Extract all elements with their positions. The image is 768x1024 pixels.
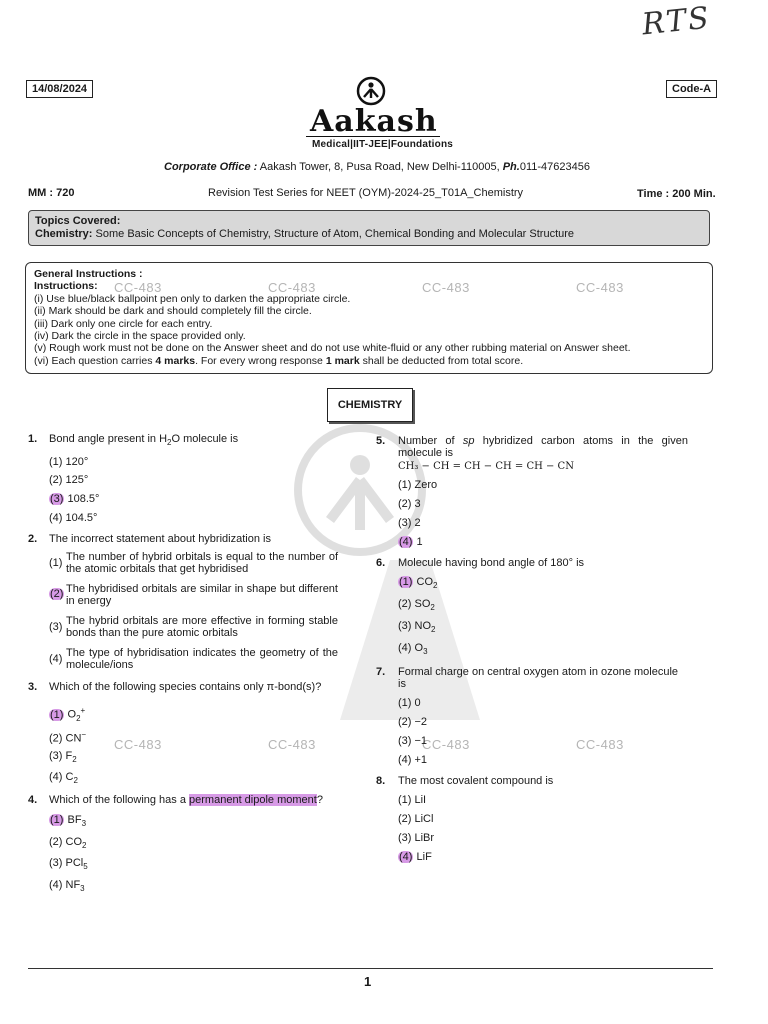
question-text: Molecule having bond angle of 180° is xyxy=(398,557,585,569)
phone-number: 011-47623456 xyxy=(519,161,590,173)
option-text: The number of hybrid orbitals is equal to the number of the atomic orbitals that get hybridised xyxy=(66,551,338,575)
subscript: 2 xyxy=(430,603,435,613)
question-number: 5. xyxy=(376,435,386,447)
option-text: (3) NO xyxy=(398,620,431,632)
question-number: 7. xyxy=(376,666,386,678)
subscript: 2 xyxy=(167,438,172,448)
logo-tagline: Medical|IIT-JEE|Foundations xyxy=(312,139,454,150)
option-number: (1) xyxy=(49,557,63,569)
option-text: (4) NF xyxy=(49,879,81,891)
logo-divider xyxy=(306,136,440,137)
question-text-part: Number of xyxy=(398,435,463,447)
marked-answer: (3) xyxy=(50,493,64,505)
question-text: The incorrect statement about hybridization is xyxy=(49,533,271,545)
instruction-item: (i) Use blue/black ballpoint pen only to darken the appropriate circle. xyxy=(34,292,351,305)
subscript: 5 xyxy=(83,862,88,872)
code-box: Code-A xyxy=(666,80,717,98)
corporate-office xyxy=(164,161,590,173)
option-text: (2) SO xyxy=(398,598,431,610)
handwritten-note: RTS xyxy=(640,0,713,43)
option xyxy=(398,852,432,864)
option xyxy=(49,880,85,895)
option: (4) +1 xyxy=(398,754,428,766)
subscript: 2 xyxy=(76,713,81,723)
phone-label: Ph. xyxy=(502,161,520,173)
question-text-part: Which of the following has a xyxy=(49,794,190,806)
option xyxy=(49,729,86,745)
question-text xyxy=(398,435,688,459)
option-text: (2) CO xyxy=(49,836,82,848)
instruction-text: . For every wrong response xyxy=(195,354,326,367)
option-text: The hybrid orbitals are more effective in forming stable bonds than the pure atomic orbitals xyxy=(66,615,338,639)
time-limit: Time : 200 Min. xyxy=(637,188,716,200)
molecule-formula: CH₃ − CH = CH − CH = CH − CN xyxy=(398,461,574,472)
option-text: The type of hybridisation indicates the geometry of the molecule/ions xyxy=(66,647,338,671)
instruction-text: (vi) Each question carries xyxy=(34,354,156,367)
option xyxy=(398,537,423,549)
question-number: 4. xyxy=(28,794,38,806)
question-text xyxy=(49,794,323,806)
option xyxy=(398,599,435,614)
corporate-address: Aakash Tower, 8, Pusa Road, New Delhi-110005, xyxy=(257,161,503,173)
aakash-logo-icon xyxy=(356,76,386,106)
option: (2) LiCl xyxy=(398,813,434,825)
subscript: 2 xyxy=(82,841,87,851)
max-marks: MM : 720 xyxy=(28,187,75,199)
subscript: 2 xyxy=(73,776,78,786)
option-text: O xyxy=(64,708,77,721)
option xyxy=(49,705,85,724)
option-text: BF xyxy=(64,814,82,826)
option: (4) 104.5° xyxy=(49,512,98,524)
topics-box xyxy=(28,210,710,246)
question-text-part: ? xyxy=(316,794,323,806)
marked-answer: (4) xyxy=(399,536,413,548)
option: (3) −1 xyxy=(398,735,428,747)
watermark-text: CC-483 xyxy=(268,280,316,295)
marked-answer: (1) xyxy=(399,576,413,588)
corporate-label: Corporate Office : xyxy=(164,161,258,173)
instructions-box xyxy=(25,262,713,374)
section-heading: CHEMISTRY xyxy=(327,388,413,422)
option: (3) 2 xyxy=(398,517,421,529)
highlighted-text: permanent dipole moment xyxy=(189,794,317,806)
question-number: 3. xyxy=(28,681,38,693)
option-text: (4) O xyxy=(398,642,424,654)
option xyxy=(49,494,99,506)
question-number: 2. xyxy=(28,533,38,545)
instruction-bold: 4 marks xyxy=(155,354,196,367)
instructions-subheading: Instructions: xyxy=(34,280,98,293)
option: (3) LiBr xyxy=(398,832,435,844)
option-text: (3) F xyxy=(49,750,73,762)
watermark-text: CC-483 xyxy=(422,280,470,295)
question-text xyxy=(49,433,238,449)
topics-text: Some Basic Concepts of Chemistry, Structure of Atom, Chemical Bonding and Molecular Structure xyxy=(92,228,575,240)
option-number: (4) xyxy=(49,653,63,665)
option xyxy=(398,621,435,636)
instruction-bold: 1 mark xyxy=(325,354,360,367)
subscript: 3 xyxy=(81,819,87,829)
date-box: 14/08/2024 xyxy=(26,80,93,98)
instruction-item xyxy=(34,355,704,367)
option: (1) 0 xyxy=(398,697,421,709)
question-text: Which of the following species contains only π-bond(s)? xyxy=(49,681,322,693)
watermark-text: CC-483 xyxy=(422,737,470,752)
option-text: CO xyxy=(413,576,434,588)
option: (1) 120° xyxy=(49,456,89,468)
superscript: + xyxy=(80,706,86,715)
question-text-italic: sp xyxy=(462,435,475,447)
instruction-text: shall be deducted from total score. xyxy=(359,354,524,367)
option xyxy=(49,751,77,766)
option-text: The hybridised orbitals are similar in shape but different in energy xyxy=(66,583,338,607)
question-text-part: O molecule is xyxy=(171,433,239,445)
option: (1) LiI xyxy=(398,794,427,806)
option xyxy=(49,858,88,873)
logo-name: Aakash xyxy=(310,104,438,139)
question-text-part: Bond angle present in H xyxy=(49,433,168,445)
option xyxy=(49,837,86,852)
question-text: The most covalent compound is xyxy=(398,775,554,787)
option xyxy=(398,577,437,592)
superscript: − xyxy=(81,730,87,739)
option-text: (3) PCl xyxy=(49,857,84,869)
instruction-item: (iv) Dark the circle in the space provided only. xyxy=(34,330,246,343)
instruction-item: (v) Rough work must not be done on the Answer sheet and do not use white-fluid or any other rubbing material on Answer sheet. xyxy=(34,342,631,355)
marked-answer: (4) xyxy=(399,851,413,863)
marked-answer: (1) xyxy=(50,708,64,721)
option: (2) 125° xyxy=(49,474,89,486)
option-text: (2) CN xyxy=(49,732,82,745)
option: (1) Zero xyxy=(398,479,438,491)
option-text: 108.5° xyxy=(64,493,100,505)
question-number: 8. xyxy=(376,775,386,787)
subscript: 2 xyxy=(72,755,77,765)
footer-divider xyxy=(28,968,713,969)
watermark-text: CC-483 xyxy=(268,737,316,752)
watermark-text: CC-483 xyxy=(114,280,162,295)
marked-answer: (1) xyxy=(50,814,64,826)
subscript: 2 xyxy=(431,625,436,635)
question-text-part: hybridized carbon atoms in the given molecule is xyxy=(398,435,688,459)
watermark-text: CC-483 xyxy=(576,280,624,295)
option xyxy=(49,772,78,787)
option xyxy=(49,815,86,830)
instruction-item: (iii) Dark only one circle for each entry. xyxy=(34,317,213,330)
instruction-item: (ii) Mark should be dark and should completely fill the circle. xyxy=(34,305,312,318)
marked-answer: (2) xyxy=(50,588,64,600)
topics-line xyxy=(35,228,703,241)
test-title: Revision Test Series for NEET (OYM)-2024-25_T01A_Chemistry xyxy=(208,187,524,199)
topics-heading: Topics Covered: xyxy=(35,215,121,227)
page-number: 1 xyxy=(364,974,372,989)
option-text: LiF xyxy=(413,851,432,863)
option xyxy=(398,643,428,658)
question-number: 1. xyxy=(28,433,38,445)
option-number: (3) xyxy=(49,621,63,633)
subscript: 3 xyxy=(80,884,85,894)
watermark-text: CC-483 xyxy=(576,737,624,752)
topics-subject: Chemistry: xyxy=(35,228,93,240)
watermark-text: CC-483 xyxy=(114,737,162,752)
subscript: 3 xyxy=(423,647,428,657)
subscript: 2 xyxy=(433,581,438,591)
option-text: 1 xyxy=(413,536,423,548)
instructions-heading: General Instructions : xyxy=(34,268,143,280)
option: (2) 3 xyxy=(398,498,421,510)
question-number: 6. xyxy=(376,557,386,569)
question-text: Formal charge on central oxygen atom in ozone molecule is xyxy=(398,666,679,690)
option-number xyxy=(49,589,64,601)
option-text: (4) C xyxy=(49,771,74,783)
option: (2) −2 xyxy=(398,716,428,728)
